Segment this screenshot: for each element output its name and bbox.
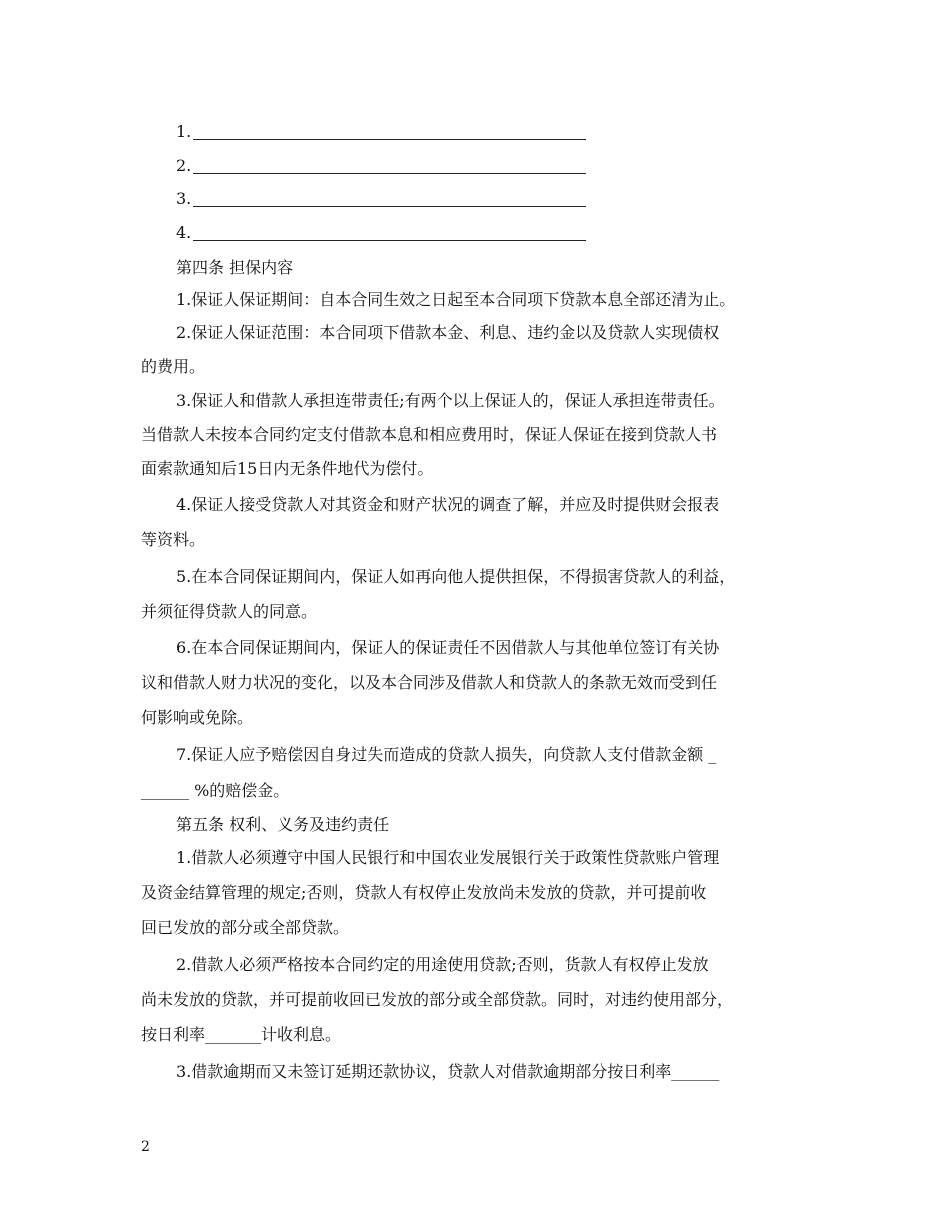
text-line: 何影响或免除。 <box>141 708 254 727</box>
section-heading: 第五条 权利、义务及违约责任 <box>176 815 390 834</box>
blank-item-number: 4. <box>176 223 192 242</box>
text-line: 及资金结算管理的规定;否则，贷款人有权停止发放尚未发放的贷款，并可提前收 <box>141 883 707 902</box>
blank-item-number: 2. <box>176 156 192 175</box>
text-line: 6.在本合同保证期间内，保证人的保证责任不因借款人与其他单位签订有关协 <box>176 638 720 657</box>
text-line: 回已发放的部分或全部贷款。 <box>141 918 350 937</box>
text-line: 的费用。 <box>141 357 206 376</box>
text-line: 1.借款人必须遵守中国人民银行和中国农业发展银行关于政策性贷款账户管理 <box>176 848 720 867</box>
text-line: 5.在本合同保证期间内，保证人如再向他人提供担保，不得损害贷款人的利益， <box>176 567 736 586</box>
text-line: 3.借款逾期而又未签订延期还款协议，贷款人对借款逾期部分按日利率______ <box>176 1062 720 1081</box>
blank-item-number: 1. <box>176 122 192 141</box>
blank-line <box>193 206 586 207</box>
section-heading: 第四条 担保内容 <box>176 258 294 277</box>
blank-line <box>193 139 586 140</box>
text-line: 按日利率_______计收利息。 <box>141 1025 342 1044</box>
page-number: 2 <box>141 1139 150 1155</box>
text-line: 尚未发放的贷款，并可提前收回已发放的部分或全部贷款。同时，对违约使用部分， <box>141 990 734 1009</box>
text-line: 7.保证人应予赔偿因自身过失而造成的贷款人损失，向贷款人支付借款金额 _ <box>176 745 717 764</box>
text-line: 3.保证人和借款人承担连带责任;有两个以上保证人的，保证人承担连带责任。 <box>176 391 725 410</box>
blank-item-number: 3. <box>176 189 192 208</box>
text-line: 面索款通知后15日内无条件地代为偿付。 <box>141 459 434 478</box>
text-line: 2.保证人保证范围：本合同项下借款本金、利息、违约金以及贷款人实现债权 <box>176 323 720 342</box>
text-line: 等资料。 <box>141 530 206 549</box>
text-line: ______ %的赔偿金。 <box>141 781 290 800</box>
text-line: 1.保证人保证期间：自本合同生效之日起至本合同项下贷款本息全部还清为止。 <box>176 290 736 309</box>
blank-line <box>193 173 586 174</box>
text-line: 当借款人未按本合同约定支付借款本息和相应费用时，保证人保证在接到贷款人书 <box>141 425 718 444</box>
text-line: 2.借款人必须严格按本合同约定的用途使用贷款;否则，货款人有权停止发放 <box>176 955 709 974</box>
blank-line <box>193 240 586 241</box>
text-line: 议和借款人财力状况的变化，以及本合同涉及借款人和贷款人的条款无效而受到任 <box>141 673 718 692</box>
text-line: 4.保证人接受贷款人对其资金和财产状况的调查了解，并应及时提供财会报表 <box>176 495 720 514</box>
text-line: 并须征得贷款人的同意。 <box>141 602 318 621</box>
